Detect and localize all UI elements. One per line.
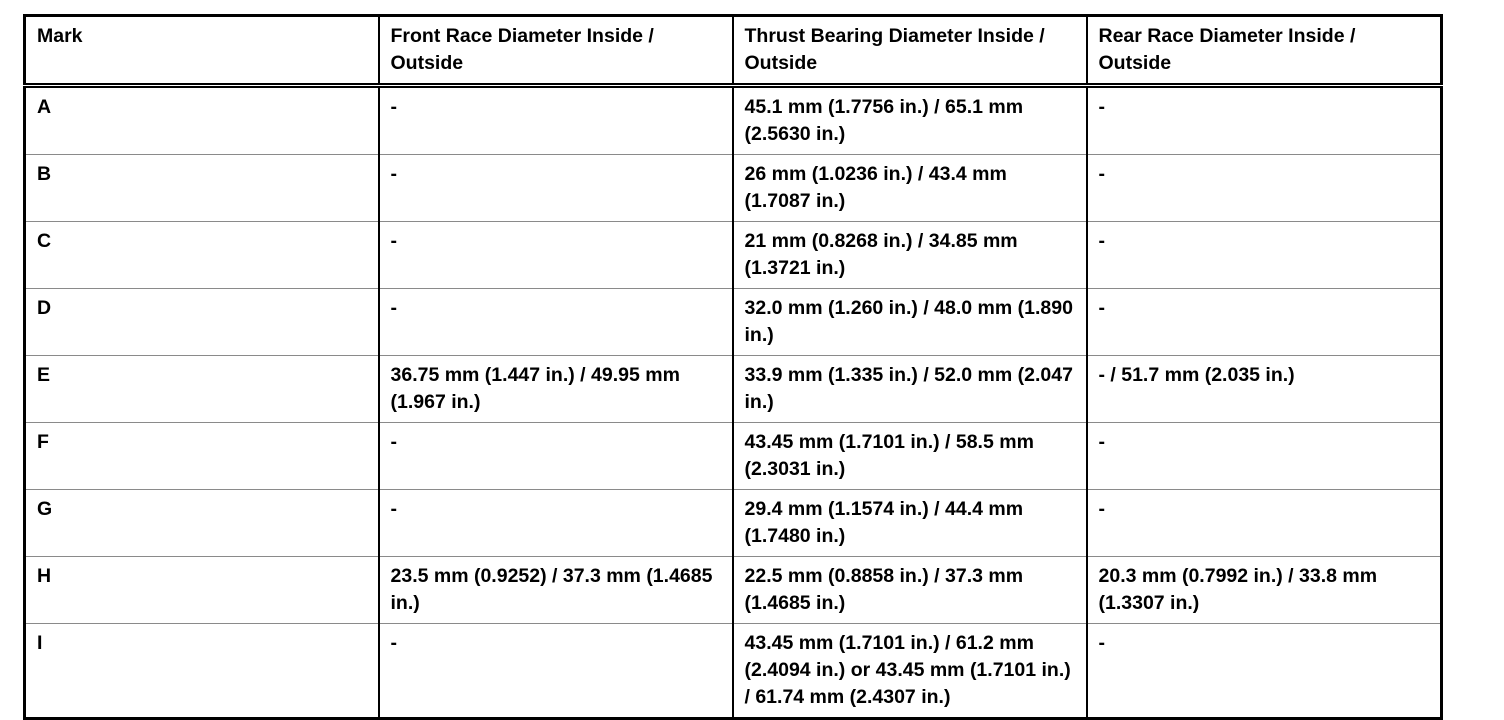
cell-mark: B [25, 155, 379, 222]
cell-front-race: - [379, 222, 733, 289]
cell-rear-race: - [1087, 86, 1442, 155]
cell-rear-race: - [1087, 490, 1442, 557]
header-front-race: Front Race Diameter Inside / Outside [379, 16, 733, 86]
table-row [25, 86, 1442, 155]
table-row [25, 356, 1442, 423]
table-row [25, 222, 1442, 289]
table-row [25, 490, 1442, 557]
cell-thrust-bearing: 33.9 mm (1.335 in.) / 52.0 mm (2.047 in.) [733, 356, 1087, 423]
header-mark: Mark [25, 16, 379, 86]
cell-front-race: - [379, 624, 733, 719]
cell-front-race: - [379, 490, 733, 557]
cell-mark: E [25, 356, 379, 423]
cell-mark: F [25, 423, 379, 490]
table-body [25, 86, 1442, 719]
cell-mark: C [25, 222, 379, 289]
cell-rear-race: - [1087, 624, 1442, 719]
cell-front-race: - [379, 289, 733, 356]
cell-thrust-bearing: 22.5 mm (0.8858 in.) / 37.3 mm (1.4685 in.) [733, 557, 1087, 624]
cell-front-race: 36.75 mm (1.447 in.) / 49.95 mm (1.967 in.) [379, 356, 733, 423]
cell-thrust-bearing: 45.1 mm (1.7756 in.) / 65.1 mm (2.5630 in.) [733, 86, 1087, 155]
table-row [25, 289, 1442, 356]
cell-thrust-bearing: 32.0 mm (1.260 in.) / 48.0 mm (1.890 in.) [733, 289, 1087, 356]
cell-mark: G [25, 490, 379, 557]
header-rear-race: Rear Race Diameter Inside / Outside [1087, 16, 1442, 86]
cell-rear-race: - [1087, 423, 1442, 490]
table-row [25, 624, 1442, 719]
header-row [25, 16, 1442, 86]
table-header [25, 16, 1442, 86]
cell-rear-race: - [1087, 222, 1442, 289]
cell-front-race: - [379, 86, 733, 155]
cell-thrust-bearing: 43.45 mm (1.7101 in.) / 61.2 mm (2.4094 in.) or 43.45 mm (1.7101 in.) / 61.74 mm (2.4307 in.) [733, 624, 1087, 719]
header-thrust-bearing: Thrust Bearing Diameter Inside / Outside [733, 16, 1087, 86]
cell-rear-race: - [1087, 289, 1442, 356]
cell-rear-race: - / 51.7 mm (2.035 in.) [1087, 356, 1442, 423]
cell-front-race: 23.5 mm (0.9252) / 37.3 mm (1.4685 in.) [379, 557, 733, 624]
cell-thrust-bearing: 26 mm (1.0236 in.) / 43.4 mm (1.7087 in.) [733, 155, 1087, 222]
cell-front-race: - [379, 155, 733, 222]
cell-front-race: - [379, 423, 733, 490]
table-row [25, 557, 1442, 624]
cell-thrust-bearing: 21 mm (0.8268 in.) / 34.85 mm (1.3721 in.) [733, 222, 1087, 289]
table-row [25, 155, 1442, 222]
cell-rear-race: - [1087, 155, 1442, 222]
cell-rear-race: 20.3 mm (0.7992 in.) / 33.8 mm (1.3307 in.) [1087, 557, 1442, 624]
cell-thrust-bearing: 29.4 mm (1.1574 in.) / 44.4 mm (1.7480 in.) [733, 490, 1087, 557]
cell-mark: D [25, 289, 379, 356]
cell-thrust-bearing: 43.45 mm (1.7101 in.) / 58.5 mm (2.3031 in.) [733, 423, 1087, 490]
bearing-spec-table [23, 14, 1443, 720]
cell-mark: H [25, 557, 379, 624]
cell-mark: A [25, 86, 379, 155]
table-row [25, 423, 1442, 490]
cell-mark: I [25, 624, 379, 719]
